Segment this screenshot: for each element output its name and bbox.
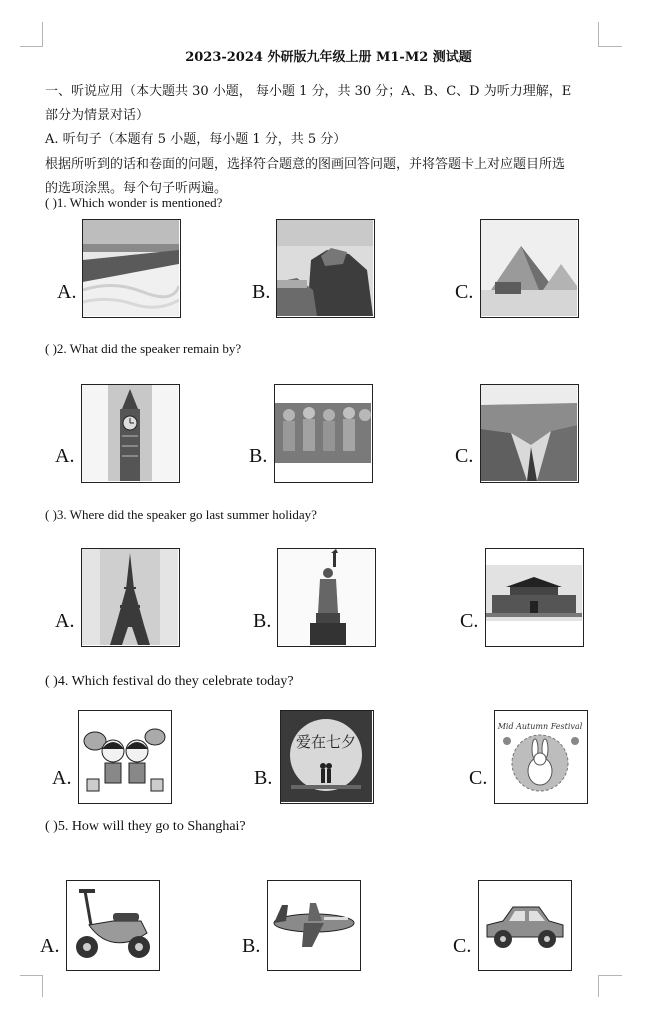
crop-mark [598,975,599,997]
option-c-label: C. [460,610,479,632]
question-2: ( )2. What did the speaker remain by? [45,341,242,356]
option-c-label: C. [455,281,474,303]
mid-autumn-text: Mid Autumn Festival [497,722,583,731]
mid-autumn-rabbit-drawing [494,710,588,804]
section-heading-line1: 一、听说应用（本大题共 30 小题， 每小题 1 分，共 30 分；A、B、C、D 为听力理解，E [45,84,572,99]
instruction-line1: 根据所听到的话和卷面的问题，选择符合题意的图画回答问题，并将答题卡上对应题目所选 [45,157,566,172]
tiananmen-photo [485,548,584,647]
car-drawing [478,880,572,971]
question-4: ( )4. Which festival do they celebrate today? [45,674,294,689]
qixi-drawing [280,710,374,804]
option-b-label: B. [253,610,272,632]
option-a-label: A. [55,445,75,467]
option-b-label: B. [252,281,271,303]
lantern-kids-drawing [78,710,172,804]
option-c-label: C. [455,445,474,467]
crop-mark [20,975,43,976]
clock-tower-photo [81,384,180,483]
terracotta-warriors-photo [274,384,373,483]
crop-mark [42,22,43,46]
option-a-label: A. [52,767,72,789]
part-a-heading: A. 听句子（本题有 5 小题，每小题 1 分，共 5 分） [45,132,347,147]
canyon-photo [480,384,579,483]
crop-mark [598,22,599,46]
option-a-label: A. [40,935,60,957]
qixi-text: 爱在七夕 [295,733,357,751]
coastal-rocks-photo [276,219,375,318]
crop-mark [598,975,622,976]
pyramid-photo [480,219,579,318]
section-heading-line2: 部分为情景对话） [45,108,150,123]
option-c-label: C. [469,767,488,789]
option-b-label: B. [249,445,268,467]
dam-photo [82,219,181,318]
crop-mark [42,975,43,997]
airplane-drawing [267,880,361,971]
page-title: 2023-2024 外研版九年级上册 M1-M2 测试题 [185,50,472,65]
question-3: ( )3. Where did the speaker go last summer holiday? [45,507,317,522]
statue-of-liberty-photo [277,548,376,647]
option-c-label: C. [453,935,472,957]
option-a-label: A. [57,281,77,303]
scooter-drawing [66,880,160,971]
option-a-label: A. [55,610,75,632]
instruction-line2: 的选项涂黑。每个句子听两遍。 [45,181,228,196]
question-1: ( )1. Which wonder is mentioned? [45,195,223,210]
option-b-label: B. [254,767,273,789]
question-5: ( )5. How will they go to Shanghai? [45,819,246,834]
option-b-label: B. [242,935,261,957]
eiffel-tower-photo [81,548,180,647]
